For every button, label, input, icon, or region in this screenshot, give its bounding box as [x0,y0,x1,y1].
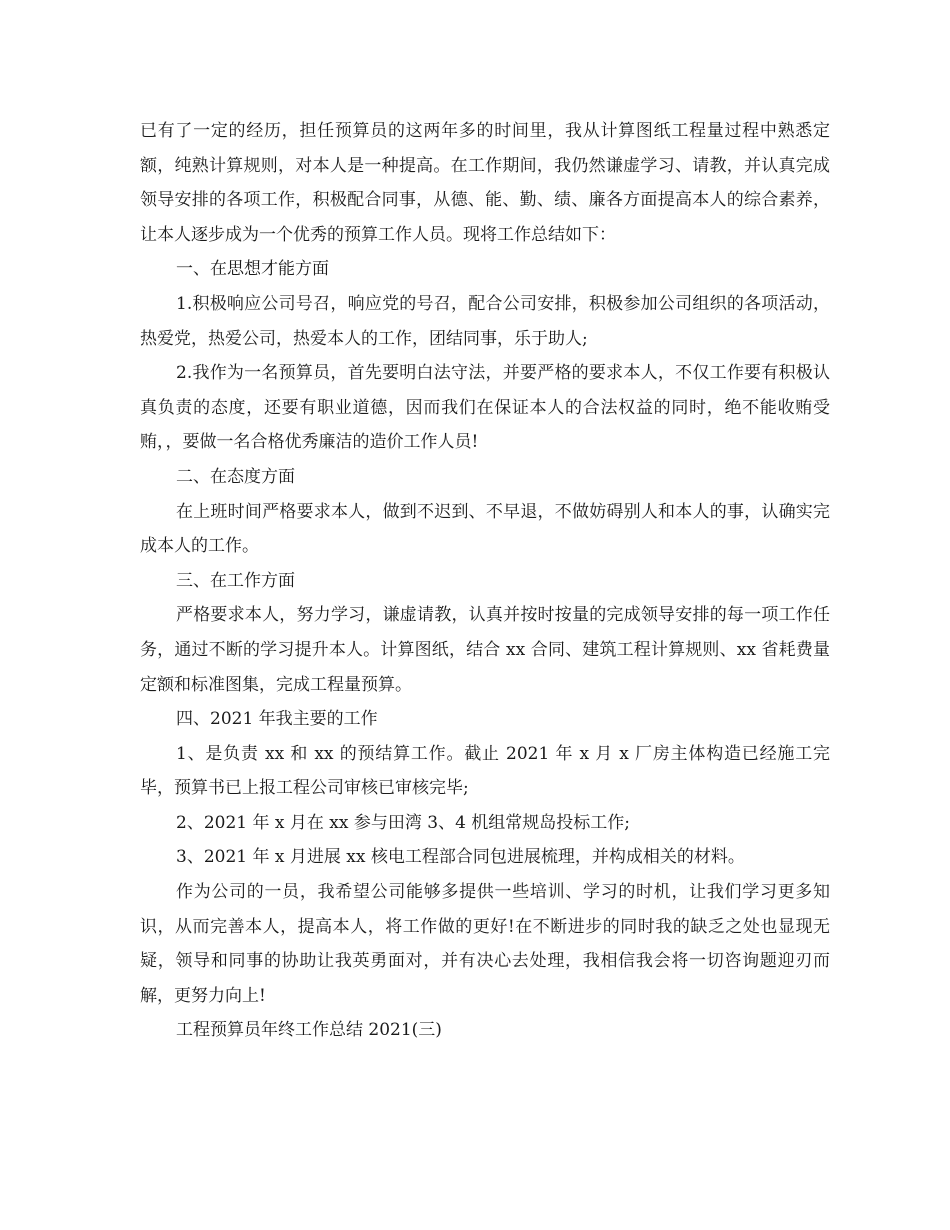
attitude-paragraph: 在上班时间严格要求本人，做到不迟到、不早退，不做妨碍别人和本人的事，认确实完成本人的工作。 [140,501,830,557]
main-work-item-2: 2、2021 年 x 月在 xx 参与田湾 3、4 机组常规岛投标工作; [176,812,631,833]
main-work-item-3: 3、2021 年 x 月进展 xx 核电工程部合同包进展梳理，并构成相关的材料。 [176,847,745,868]
thought-item-1: 1.积极响应公司号召，响应党的号召，配合公司安排，积极参加公司组织的各项活动，热爱党，热爱公司，热爱本人的工作，团结同事，乐于助人; [140,293,830,349]
closing-paragraph: 作为公司的一员，我希望公司能够多提供一些培训、学习的时机，让我们学习更多知识，从而完善本人，提高本人，将工作做的更好!在不断进步的同时我的缺乏之处也显现无疑，领导和同事的协助让我英勇面对，并有决心去处理，我相信我会将一切咨询题迎刃而解，更努力向上! [140,882,830,1006]
section-heading-thought: 一、在思想才能方面 [176,259,329,280]
thought-item-2: 2.我作为一名预算员，首先要明白法守法，并要严格的要求本人，不仅工作要有积极认真负责的态度，还要有职业道德，因而我们在保证本人的合法权益的同时，绝不能收贿受贿，，要做一名合格优秀廉洁的造价工作人员! [140,363,830,453]
section-heading-main-work: 四、2021 年我主要的工作 [176,709,378,730]
intro-paragraph: 已有了一定的经历，担任预算员的这两年多的时间里，我从计算图纸工程量过程中熟悉定额，纯熟计算规则，对本人是一种提高。在工作期间，我仍然谦虚学习、请教，并认真完成领导安排的各项工作，积极配合同事，从德、能、勤、绩、廉各方面提高本人的综合素养，让本人逐步成为一个优秀的预算工作人员。现将工作总结如下： [140,121,830,245]
work-paragraph: 严格要求本人，努力学习，谦虚请教，认真并按时按量的完成领导安排的每一项工作任务，通过不断的学习提升本人。计算图纸，结合 xx 合同、建筑工程计算规则、xx 省耗费量定额和标准图集，完成工程量预算。 [140,605,830,695]
next-section-title: 工程预算员年终工作总结 2021(三) [176,1020,442,1041]
section-heading-attitude: 二、在态度方面 [176,466,295,487]
section-heading-work: 三、在工作方面 [176,570,295,591]
main-work-item-1: 1、是负责 xx 和 xx 的预结算工作。截止 2021 年 x 月 x 厂房主体构造已经施工完毕，预算书已上报工程公司审核已审核完毕; [140,743,830,799]
document-body [140,114,830,1048]
